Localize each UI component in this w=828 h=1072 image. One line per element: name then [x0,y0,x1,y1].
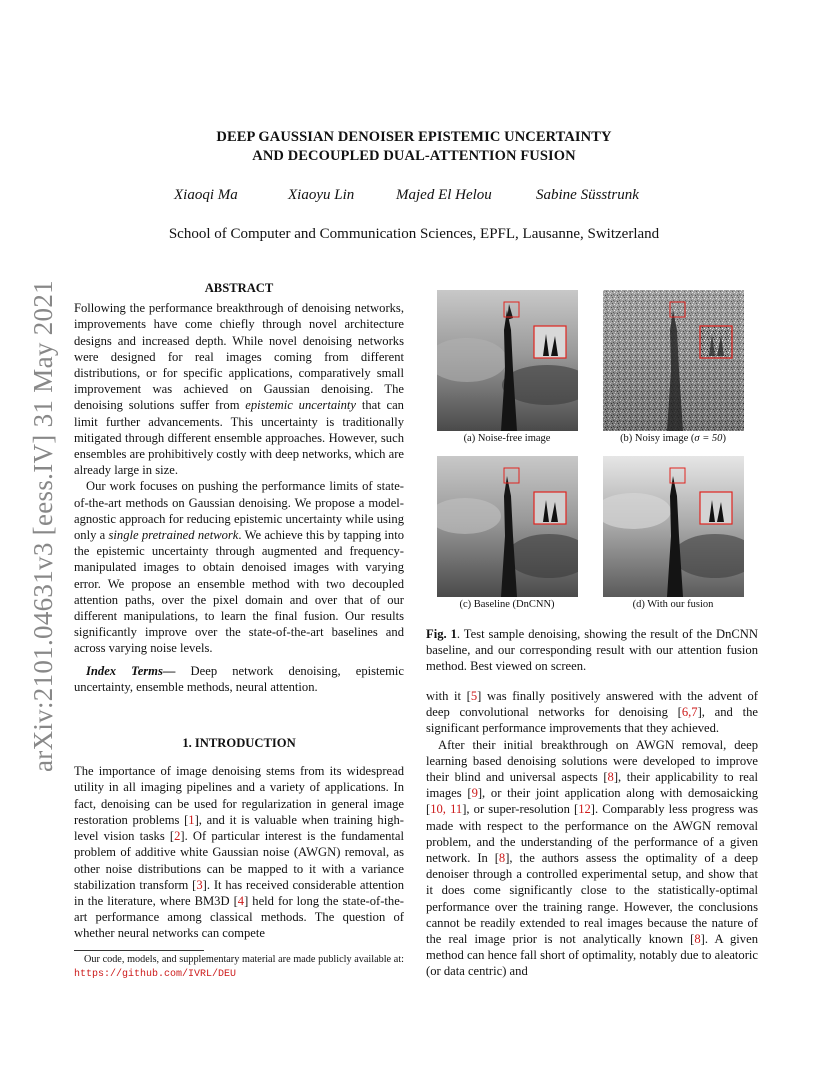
title-line-2: AND DECOUPLED DUAL-ATTENTION FUSION [252,148,576,164]
right-paragraph-2: After their initial breakthrough on AWGN removal, deep learning based denoising solutions were developed to improve their blind and universal aspects [8], their applicability to real images [9], or their joint application along with demosaicking [10, 11], or super-resolution [12]. Comparably less progress was made with respect to the performance on the AWGN removal problem, and the understanding of the performance of a given network. In [8], the authors assess the optimality of a deep denoiser through a controlled experimental setup, and show that it does come significantly close to the statistically-optimal performance over the training range. However, the conclusions cannot be readily extended to real images because the nature of the real image prior is not analytically known [8]. A given method can hence fall short of optimality, notably due to aleatoric (or data centric) and [426,737,759,979]
footnote-rule [74,950,204,951]
abstract-paragraph-1: Following the performance breakthrough of denoising networks, improvements have come chiefly through novel architecture designs and increased depth. While novel denoising networks were designed for real images coming from different distributions, or for specific applications, comparatively small improvement was achieved on Gaussian denoising. The denoising solutions suffer from epistemic uncertainty that can limit further advancements. This uncertainty is traditionally mitigated through different ensemble approaches. However, such ensembles are prohibitively costly with deep networks, which are already large in size. [74,301,404,478]
citation-link[interactable]: 1 [188,812,195,827]
author-4: Sabine Süsstrunk [536,187,639,203]
citation-link[interactable]: 5 [470,689,478,703]
subcaption-c: (c) Baseline (DnCNN) [459,599,555,610]
left-column [74,280,404,942]
arxiv-identifier: arXiv:2101.04631v3 [eess.IV] 31 May 2021 [28,280,58,772]
subcaption-a: (a) Noise-free image [463,433,551,444]
citation-link[interactable]: 3 [196,877,203,892]
citation-link[interactable]: 8 [498,851,506,866]
author-2: Xiaoyu Lin [288,187,355,203]
author-3: Majed El Helou [396,187,492,203]
citation-link[interactable]: 8 [694,932,701,947]
footnote: Our code, models, and supplementary material are made publicly available at: https://github.com/IVRL/DEU [74,954,404,980]
citation-link[interactable]: 6,7 [681,705,698,720]
figure-caption: Fig. 1. Test sample denoising, showing the result of the DnCNN baseline, and our corresponding result with our attention fusion method. Best viewed on screen. [426,627,758,674]
citation-link[interactable]: 9 [471,786,478,801]
figure-image-noise-free [437,290,578,431]
subcaption-d: (d) With our fusion [632,599,714,610]
figure-image-fusion [603,456,744,597]
citation-link[interactable]: 12 [578,802,591,817]
intro-heading: 1. INTRODUCTION [182,736,296,751]
abstract-heading: ABSTRACT [204,281,274,295]
right-column [426,688,758,980]
citation-link[interactable]: 2 [174,829,181,844]
affiliation: School of Computer and Communication Sciences, EPFL, Lausanne, Switzerland [168,226,660,242]
code-url-link[interactable]: https://github.com/IVRL/DEU [74,968,237,980]
intro-paragraph-1: The importance of image denoising stems from its widespread utility in all imaging pipelines and a variety of applications. In fact, denoising can be used for regularization in general image restoration problems [1], and it is valuable when training high-level vision tasks [2]. Of particular interest is the fundamental problem of additive white Gaussian noise (AWGN) removal, as other noise distributions can be mapped to it with a variance stabilization transform [3]. It has received considerable attention in the literature, where BM3D [4] held for long the state-of-the-art performance among classical methods. The question of whether neural networks can compete [74,764,405,941]
subcaption-b: (b) Noisy image (σ = 50) [620,433,726,444]
index-terms: Index Terms— Deep network denoising, epistemic uncertainty, ensemble methods, neural attention. [74,663,404,694]
paper-title [0,128,828,166]
figure-image-noisy [603,290,744,431]
citation-link[interactable]: 4 [237,893,245,908]
abstract-paragraph-2: Our work focuses on pushing the performance limits of state-of-the-art methods on Gaussian denoising. We propose a model-agnostic approach for reducing epistemic uncertainty while using only a single pretrained network. We achieve this by tapping into the epistemic uncertainty through augmented and frequency-manipulated images to obtain denoised images with varying error. We propose an ensemble method with two decoupled attention paths, over the pixel domain and over that of our different manipulations, to learn the final fusion. Our results significantly improve over the state-of-the-art baselines and across varying noise levels. [74,479,404,656]
figure-image-baseline [437,456,578,597]
title-line-1: DEEP GAUSSIAN DENOISER EPISTEMIC UNCERTAINTY [216,129,612,145]
right-paragraph-1: with it [5] was finally positively answered with the advent of deep convolutional networks for denoising [6,7], and the significant performance improvements that they achieved. [426,689,758,736]
citation-link[interactable]: 10, 11 [430,802,463,817]
citation-link[interactable]: 8 [607,770,614,785]
author-1: Xiaoqi Ma [174,187,238,203]
